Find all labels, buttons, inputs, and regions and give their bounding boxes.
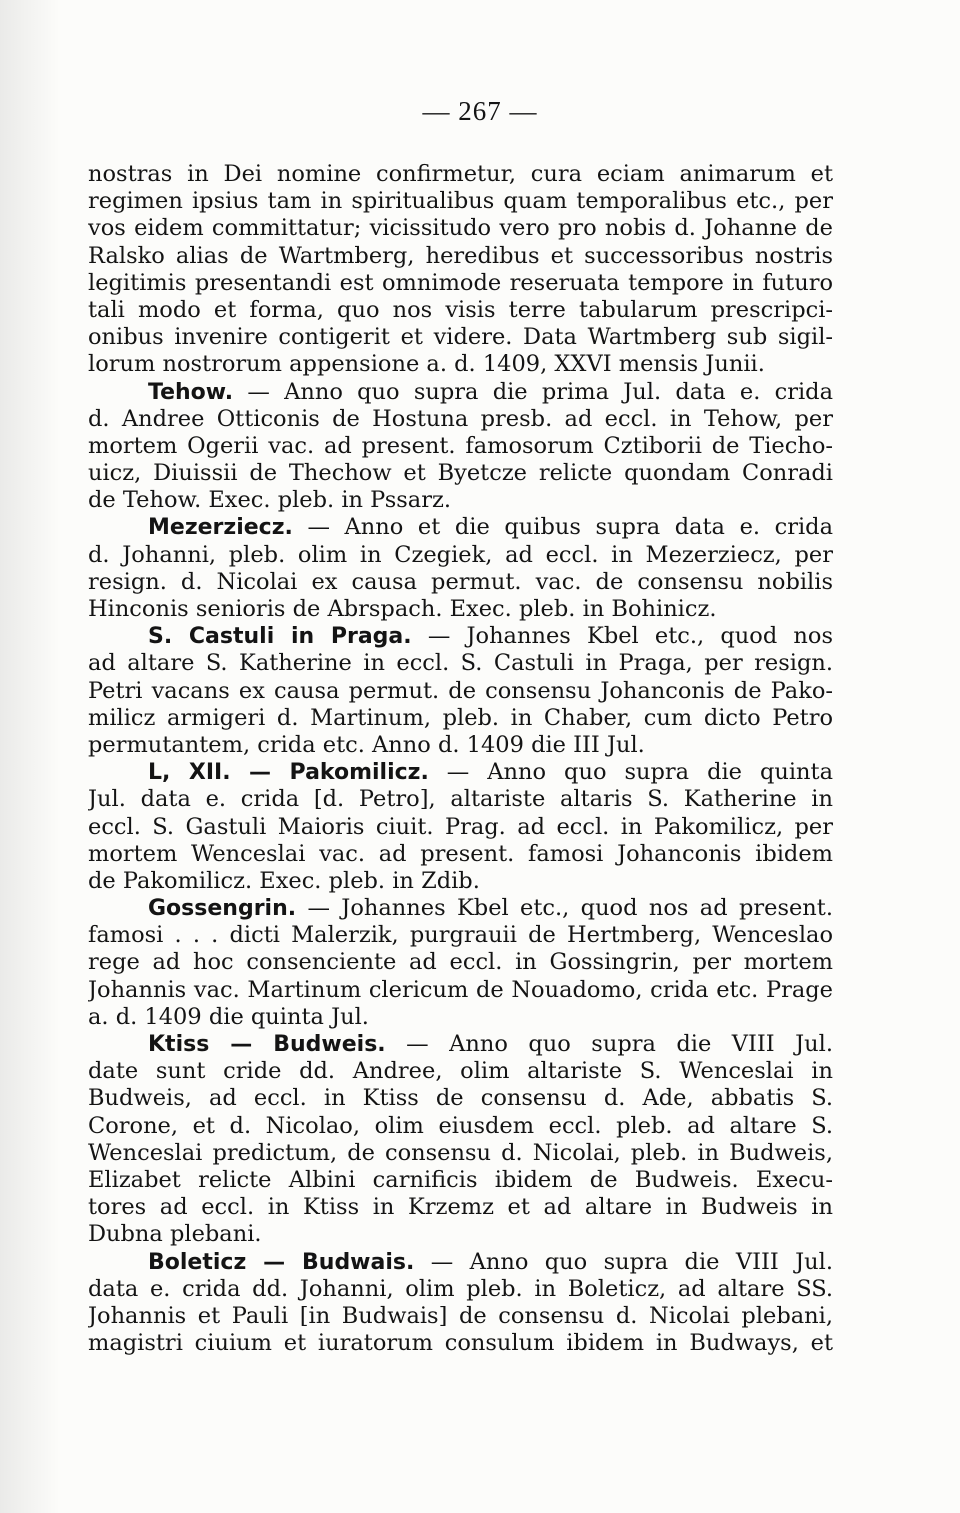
text-line: [88, 1058, 833, 1085]
text-line: [88, 1330, 833, 1357]
scan-edge-shadow: [0, 0, 60, 1513]
text-line: [88, 977, 833, 1004]
text-line: [88, 1221, 833, 1248]
text-line: [88, 841, 833, 868]
text-line: [88, 949, 833, 976]
entry-heading: S. Castuli in Praga.: [148, 624, 412, 650]
text-line: [88, 650, 833, 677]
line-text: milicz armigeri d. Martinum, pleb. in Chaber, cum dicto Petro: [88, 704, 833, 731]
text-line: [88, 1085, 833, 1112]
text-line: [88, 1194, 833, 1221]
line-text: famosi . . . dicti Malerzik, purgrauii de Hertmberg, Wenceslao: [88, 922, 833, 949]
text-line: [88, 487, 833, 514]
text-line: [88, 460, 833, 487]
line-text: de Pakomilicz. Exec. pleb. in Zdib.: [88, 867, 480, 894]
text-line: [88, 270, 833, 297]
text-line: [88, 678, 833, 705]
line-text: d. Johanni, pleb. olim in Czegiek, ad eccl. in Mezerziecz, per: [88, 541, 833, 568]
text-line: [88, 542, 833, 569]
entry-heading-line: [88, 895, 833, 922]
line-text: Wenceslai predictum, de consensu d. Nicolai, pleb. in Budweis,: [88, 1139, 833, 1166]
line-text: d. Andree Otticonis de Hostuna presb. ad eccl. in Tehow, per: [88, 405, 833, 432]
line-text: Johannis vac. Martinum clericum de Nouadomo, crida etc. Prage: [88, 976, 833, 1003]
text-line: [88, 351, 833, 378]
line-text: — Johannes Kbel etc., quod nos ad present.: [296, 895, 833, 922]
line-text: de Tehow. Exec. pleb. in Pssarz.: [88, 487, 451, 514]
entry-heading-line: [88, 623, 833, 650]
line-text: Jul. data e. crida [d. Petro], altariste altaris S. Katherine in: [88, 786, 833, 813]
text-line: [88, 215, 833, 242]
line-text: resign. d. Nicolai ex causa permut. vac. de consensu nobilis: [88, 568, 833, 595]
line-text: — Anno quo supra die quinta: [428, 759, 833, 786]
text-line: [88, 1113, 833, 1140]
entry-heading: Boleticz — Budwais.: [148, 1249, 415, 1275]
text-line: [88, 1140, 833, 1167]
text-line: [88, 814, 833, 841]
entry-heading-line: [88, 379, 833, 406]
line-text: rege ad hoc consenciente ad eccl. in Gossingrin, per mortem: [88, 949, 833, 976]
entry-heading: Tehow.: [148, 379, 234, 405]
entry-heading: L, XII. — Pakomilicz.: [148, 760, 429, 786]
text-line: [88, 1167, 833, 1194]
text-line: [88, 922, 833, 949]
text-line: [88, 297, 833, 324]
line-text: magistri ciuium et iuratorum consulum ibidem in Budways, et: [88, 1330, 833, 1357]
text-line: [88, 569, 833, 596]
line-text: tali modo et forma, quo nos visis terre tabularum prescripci-: [88, 296, 833, 323]
line-text: uicz, Diuissii de Thechow et Byetcze relicte quondam Conradi: [88, 460, 833, 487]
text-line: [88, 732, 833, 759]
text-line: [88, 1303, 833, 1330]
line-text: mortem Ogerii vac. ad present. famosorum Cztiborii de Tiecho-: [88, 432, 833, 459]
line-text: regimen ipsius tam in spiritualibus quam temporalibus etc., per: [88, 188, 833, 215]
text-line: [88, 596, 833, 623]
line-text: onibus invenire contigerit et videre. Data Wartmberg sub sigil-: [88, 324, 833, 351]
line-text: Johannis et Pauli [in Budwais] de consensu d. Nicolai plebani,: [88, 1302, 833, 1329]
line-text: Budweis, ad eccl. in Ktiss de consensu d. Ade, abbatis S.: [88, 1085, 833, 1112]
line-text: permutantem, crida etc. Anno d. 1409 die III Jul.: [88, 731, 645, 758]
text-line: [88, 705, 833, 732]
line-text: a. d. 1409 die quinta Jul.: [88, 1003, 369, 1030]
line-text: mortem Wenceslai vac. ad present. famosi Johanconis ibidem: [88, 840, 833, 867]
line-text: — Anno quo supra die prima Jul. data e. crida: [233, 378, 833, 405]
page-number: — 267 —: [422, 96, 538, 126]
line-text: Elizabet relicte Albini carnificis ibidem de Budweis. Execu-: [88, 1166, 833, 1193]
text-line: [88, 161, 833, 188]
text-line: [88, 188, 833, 215]
line-text: nostras in Dei nomine confirmetur, cura eciam animarum et: [88, 161, 833, 187]
line-text: Ralsko alias de Wartmberg, heredibus et successoribus nostris: [88, 242, 833, 269]
text-line: [88, 1276, 833, 1303]
line-text: tores ad eccl. in Ktiss in Krzemz et ad altare in Budweis in: [88, 1194, 833, 1221]
entry-heading-line: [88, 1249, 833, 1276]
line-text: — Anno et die quibus supra data e. crida: [292, 514, 833, 541]
line-text: Dubna plebani.: [88, 1221, 262, 1248]
line-text: eccl. S. Gastuli Maioris ciuit. Prag. ad eccl. in Pakomilicz, per: [88, 813, 833, 840]
text-line: [88, 324, 833, 351]
line-text: data e. crida dd. Johanni, olim pleb. in Boleticz, ad altare SS.: [88, 1275, 833, 1302]
text-line: [88, 1004, 833, 1031]
document-body: [88, 161, 833, 1357]
entry-heading: Ktiss — Budweis.: [148, 1032, 386, 1057]
text-line: [88, 433, 833, 460]
line-text: Corone, et d. Nicolao, olim eiusdem eccl. pleb. ad altare S.: [88, 1112, 833, 1139]
line-text: — Anno quo supra die VIII Jul.: [385, 1031, 833, 1057]
line-text: legitimis presentandi est omnimode reseruata tempore in futuro: [88, 269, 833, 296]
line-text: — Anno quo supra die VIII Jul.: [414, 1248, 833, 1275]
entry-heading: Gossengrin.: [148, 896, 297, 922]
line-text: ad altare S. Katherine in eccl. S. Castuli in Praga, per resign.: [88, 650, 833, 677]
text-line: [88, 243, 833, 270]
line-text: date sunt cride dd. Andree, olim altariste S. Wenceslai in: [88, 1058, 833, 1085]
line-text: vos eidem committatur; vicissitudo vero pro nobis d. Johanne de: [88, 215, 833, 242]
text-line: [88, 406, 833, 433]
entry-heading-line: [88, 1031, 833, 1058]
line-text: lorum nostrorum appensione a. d. 1409, XXVI mensis Junii.: [88, 351, 765, 378]
line-text: Hinconis senioris de Abrspach. Exec. pleb. in Bohinicz.: [88, 596, 717, 622]
line-text: Petri vacans ex causa permut. de consensu Johanconis de Pako-: [88, 677, 833, 704]
entry-heading-line: [88, 514, 833, 541]
entry-heading: Mezerziecz.: [148, 515, 293, 541]
line-text: — Johannes Kbel etc., quod nos: [411, 623, 833, 650]
text-line: [88, 786, 833, 813]
entry-heading-line: [88, 759, 833, 786]
text-line: [88, 868, 833, 895]
